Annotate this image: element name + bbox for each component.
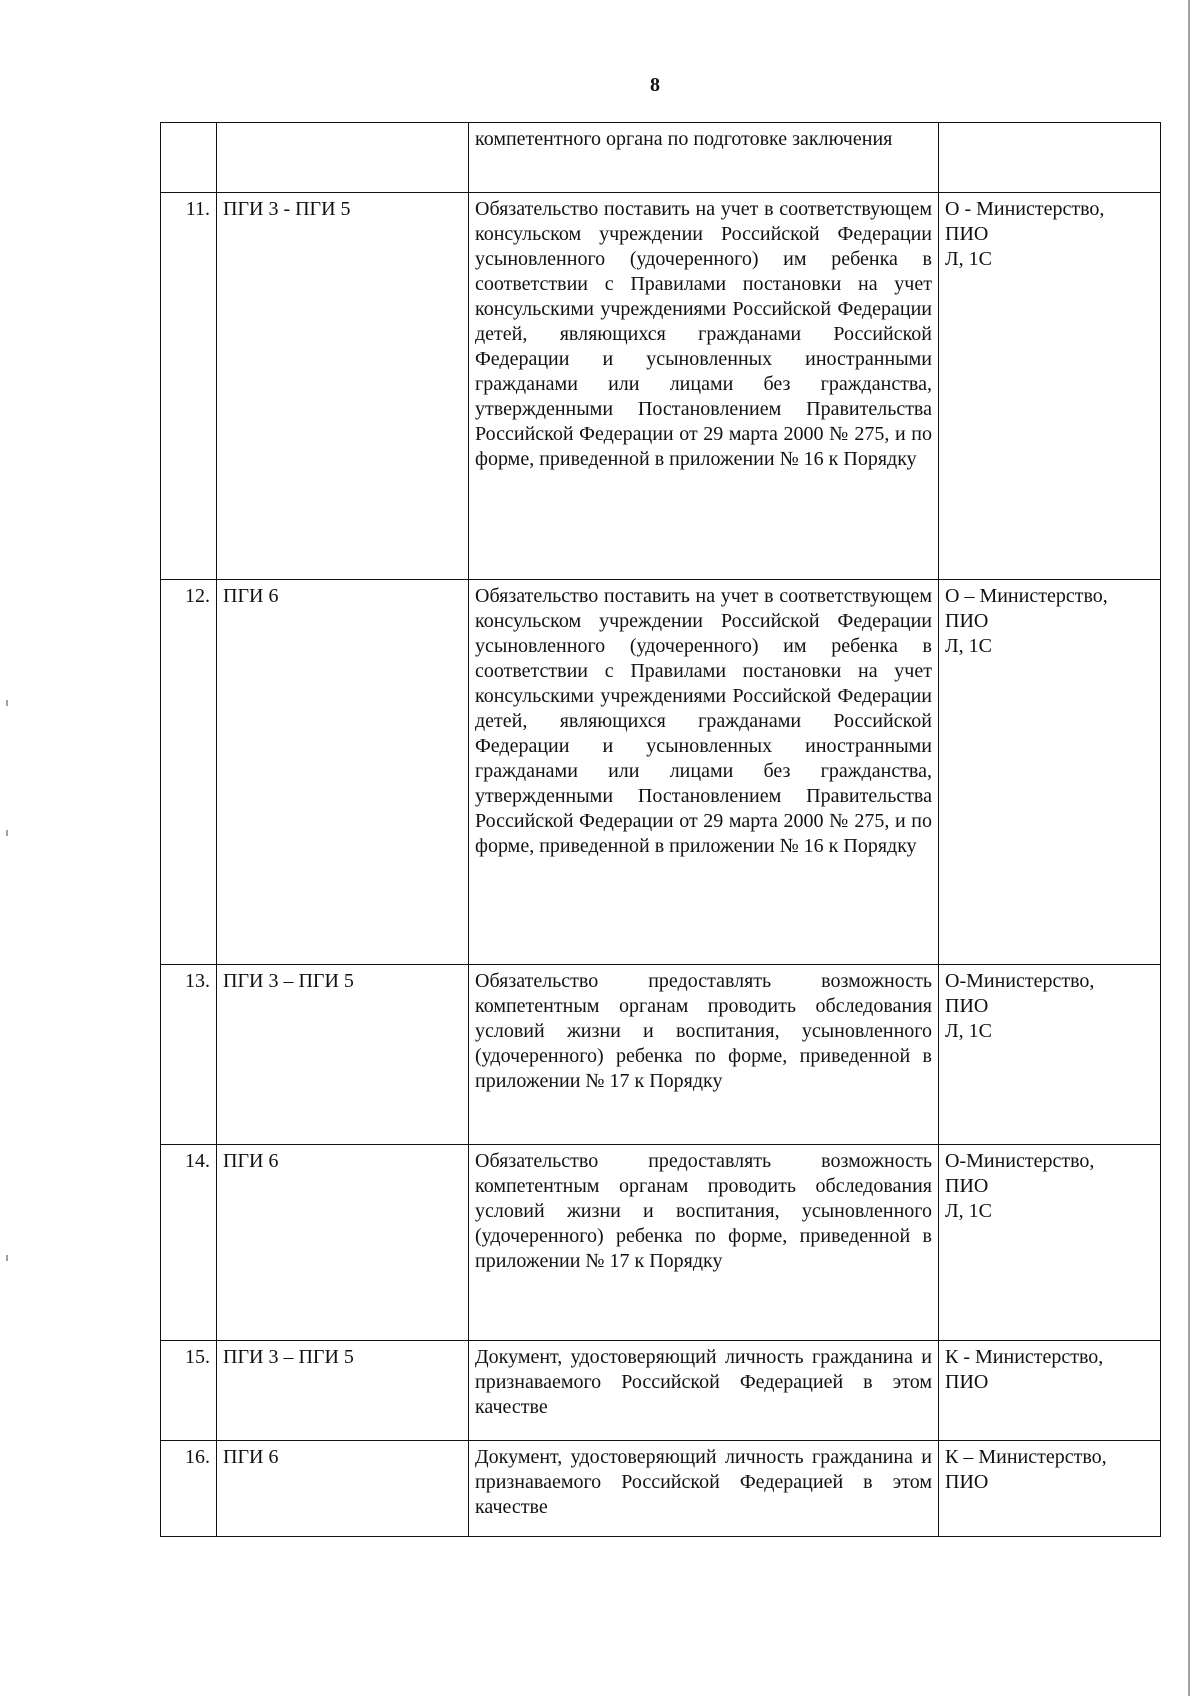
- scan-edge-line: [1188, 0, 1190, 1696]
- table-row: [161, 580, 1161, 965]
- row-code: [217, 123, 469, 193]
- row-note: [939, 1341, 1161, 1441]
- scan-speck: [6, 1255, 8, 1261]
- table-row: [161, 123, 1161, 193]
- row-text: Обязательство предоставлять возможность компетентным органам проводить обследования условий жизни и воспитания, усыновленного (удочеренного) ребенка по форме, приведенной в приложении № 17 к Порядку: [469, 965, 939, 1145]
- table-row: [161, 1145, 1161, 1341]
- row-number: 15.: [161, 1341, 217, 1441]
- table-row: [161, 965, 1161, 1145]
- row-text: Документ, удостоверяющий личность гражданина и признаваемого Российской Федерацией в этом качестве: [469, 1441, 939, 1537]
- note-line: Л, 1С: [945, 1200, 992, 1222]
- row-number: 14.: [161, 1145, 217, 1341]
- row-note: [939, 123, 1161, 193]
- table-row: [161, 1341, 1161, 1441]
- row-code: ПГИ 3 - ПГИ 5: [217, 193, 469, 580]
- note-line: О-Министерство,: [945, 970, 1095, 992]
- note-line: ПИО: [945, 1175, 989, 1197]
- row-text: Документ, удостоверяющий личность гражданина и признаваемого Российской Федерацией в этом качестве: [469, 1341, 939, 1441]
- scan-speck: [6, 830, 8, 836]
- row-text: Обязательство поставить на учет в соответствующем консульском учреждении Российской Федерации усыновленного (удочеренного) им ребенка в соответствии с Правилами постановки на учет консульскими учреждениями Российской Федерации детей, являющихся гражданами Российской Федерации и усыновленных иностранными гражданами или лицами без гражданства, утвержденными Постановлением Правительства Российской Федерации от 29 марта 2000 № 275, и по форме, приведенной в приложении № 16 к Порядку: [469, 193, 939, 580]
- row-text: Обязательство предоставлять возможность компетентным органам проводить обследования условий жизни и воспитания, усыновленного (удочеренного) ребенка по форме, приведенной в приложении № 17 к Порядку: [469, 1145, 939, 1341]
- table-row: [161, 193, 1161, 580]
- row-note: [939, 965, 1161, 1145]
- note-line: Л, 1С: [945, 1020, 992, 1042]
- scan-speck: [6, 700, 8, 706]
- note-line: Л, 1С: [945, 248, 992, 270]
- note-line: К – Министерство,: [945, 1446, 1107, 1468]
- row-code: ПГИ 3 – ПГИ 5: [217, 965, 469, 1145]
- row-note: [939, 1145, 1161, 1341]
- row-number: 16.: [161, 1441, 217, 1537]
- row-number: 11.: [161, 193, 217, 580]
- table-row: [161, 1441, 1161, 1537]
- note-line: О – Министерство,: [945, 585, 1108, 607]
- note-line: ПИО: [945, 610, 989, 632]
- row-note: [939, 193, 1161, 580]
- note-line: К - Министерство,: [945, 1346, 1104, 1368]
- row-code: ПГИ 3 – ПГИ 5: [217, 1341, 469, 1441]
- note-line: ПИО: [945, 995, 989, 1017]
- row-note: [939, 1441, 1161, 1537]
- row-number: [161, 123, 217, 193]
- row-text: Обязательство поставить на учет в соответствующем консульском учреждении Российской Федерации усыновленного (удочеренного) им ребенка в соответствии с Правилами постановки на учет консульскими учреждениями Российской Федерации детей, являющихся гражданами Российской Федерации и усыновленных иностранными гражданами или лицами без гражданства, утвержденными Постановлением Правительства Российской Федерации от 29 марта 2000 № 275, и по форме, приведенной в приложении № 16 к Порядку: [469, 580, 939, 965]
- note-line: О - Министерство,: [945, 198, 1105, 220]
- row-code: ПГИ 6: [217, 1441, 469, 1537]
- row-number: 13.: [161, 965, 217, 1145]
- row-text: компетентного органа по подготовке заключения: [469, 123, 939, 193]
- requirements-table: [160, 122, 1161, 1537]
- page-number: 8: [650, 74, 660, 96]
- note-line: ПИО: [945, 1471, 989, 1493]
- note-line: ПИО: [945, 1371, 989, 1393]
- note-line: Л, 1С: [945, 635, 992, 657]
- row-code: ПГИ 6: [217, 580, 469, 965]
- note-line: О-Министерство,: [945, 1150, 1095, 1172]
- row-number: 12.: [161, 580, 217, 965]
- row-code: ПГИ 6: [217, 1145, 469, 1341]
- row-note: [939, 580, 1161, 965]
- note-line: ПИО: [945, 223, 989, 245]
